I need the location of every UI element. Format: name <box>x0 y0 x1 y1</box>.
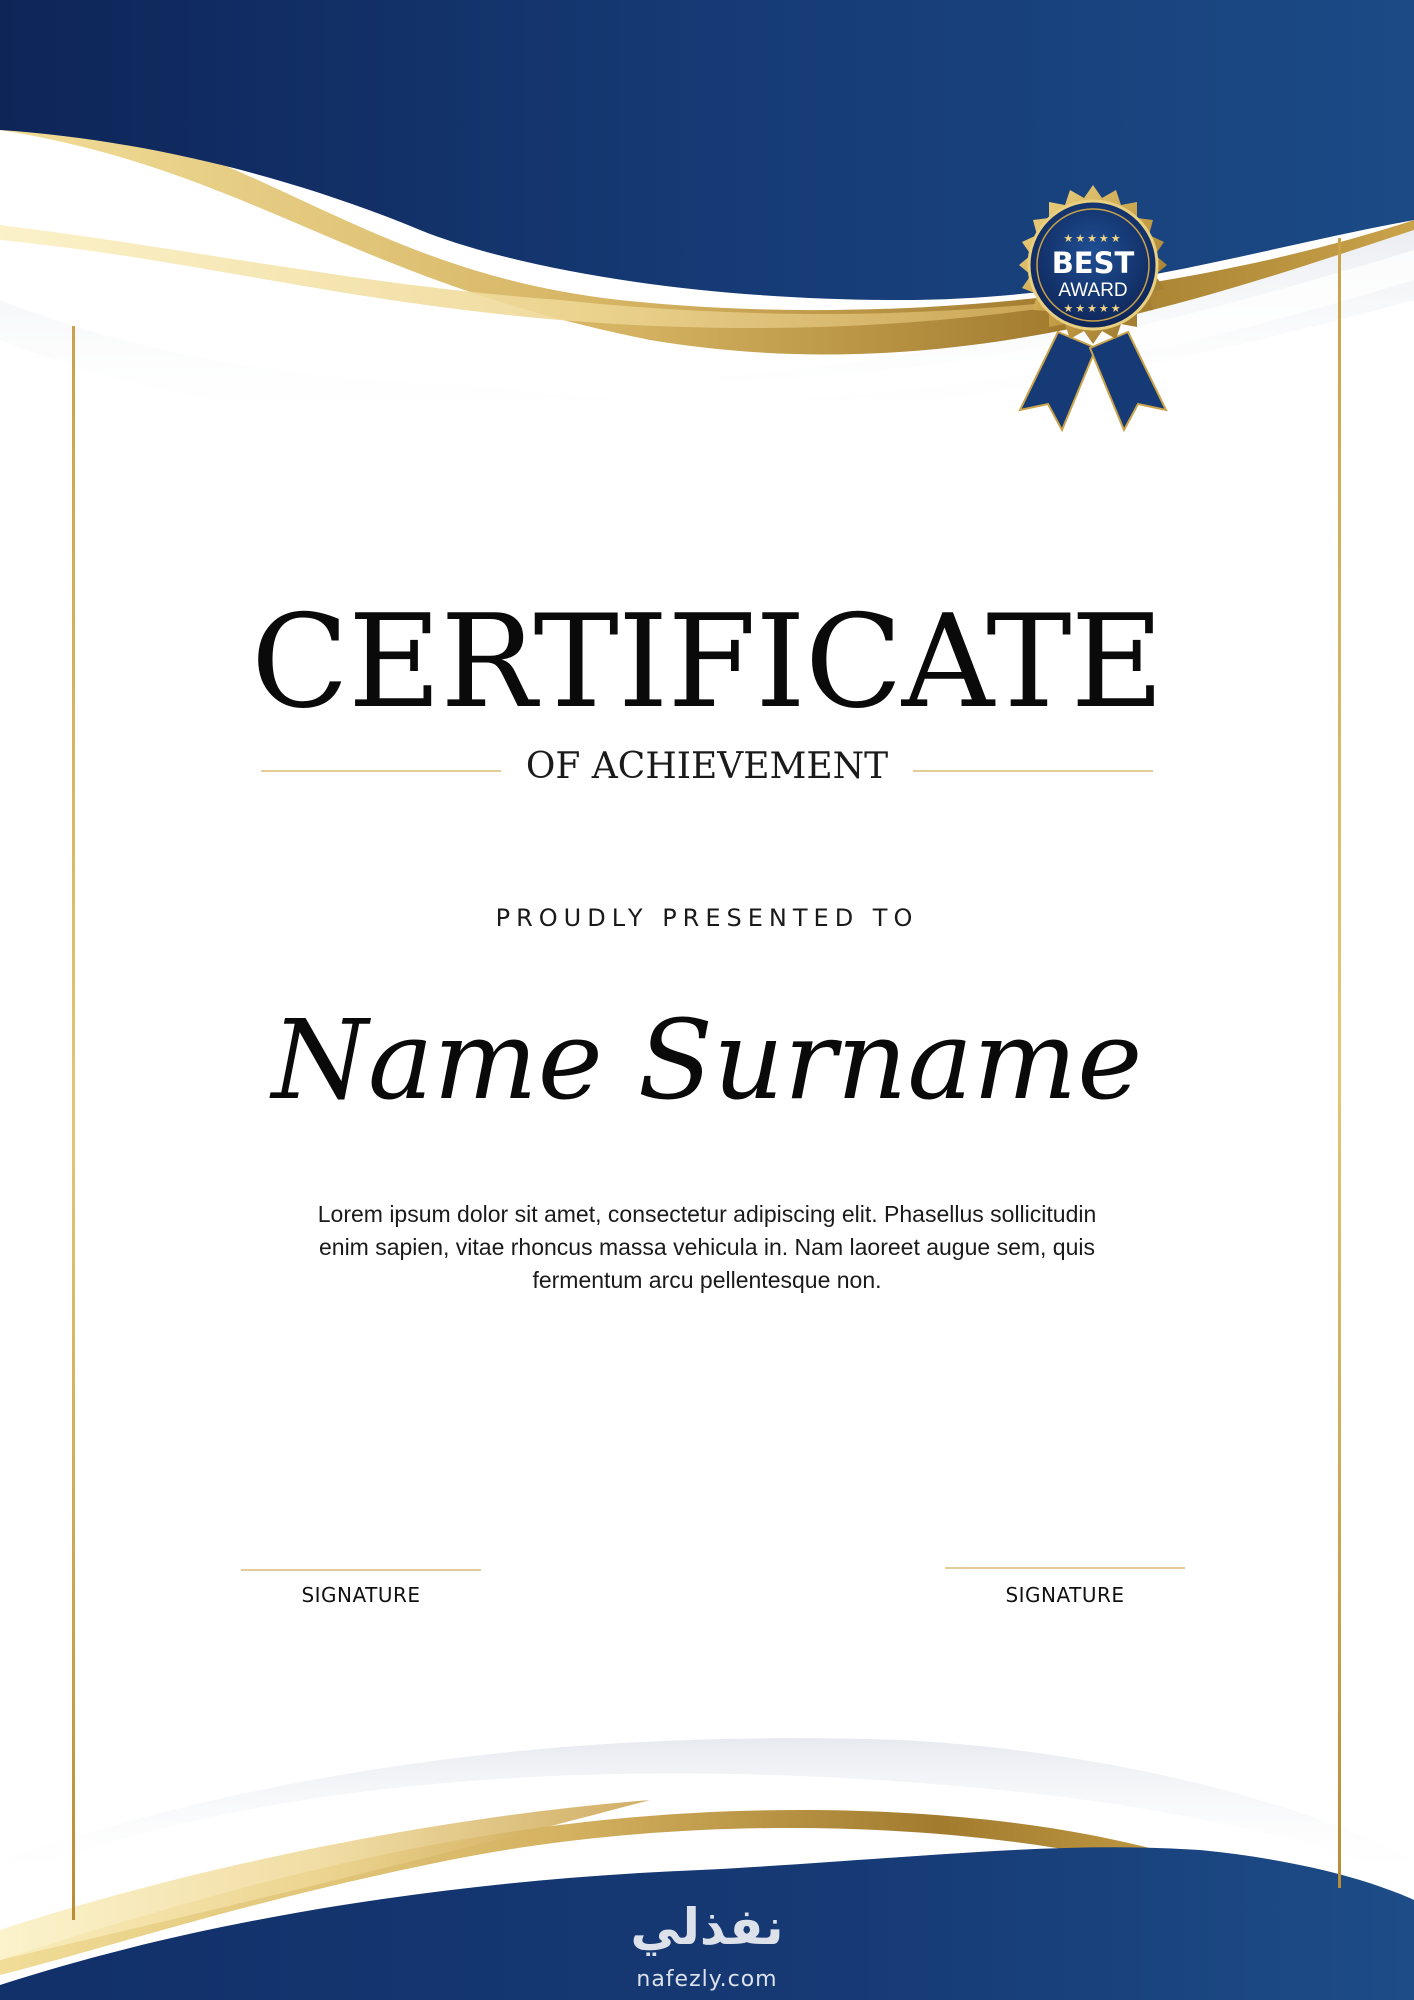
signature-line-right <box>945 1567 1185 1569</box>
certificate-subtitle: OF ACHIEVEMENT <box>525 746 889 787</box>
subtitle-row <box>0 742 1414 792</box>
signature-line-left <box>241 1569 481 1571</box>
presented-to-label: PROUDLY PRESENTED TO <box>495 904 919 932</box>
badge-line2: AWARD <box>1058 280 1128 301</box>
certificate-description: Lorem ipsum dolor sit amet, consectetur adipiscing elit. Phasellus sollicitudin enim sapien, vitae rhoncus massa vehicula in. Nam laoreet augue sem, quis fermentum arcu pellentesque non. <box>317 1201 1097 1293</box>
badge-line1: BEST <box>1051 246 1135 280</box>
watermark-domain: nafezly.com <box>636 1967 778 1992</box>
certificate-title: CERTIFICATE <box>251 588 1163 737</box>
badge-stars-top: ★★★★★ <box>1063 232 1123 245</box>
signature-label-right: SIGNATURE <box>1005 1583 1125 1607</box>
signature-label-left: SIGNATURE <box>301 1583 421 1607</box>
award-badge <box>988 182 1198 432</box>
watermark-logo-arabic: نفذلي <box>630 1898 784 1956</box>
subtitle-line-right <box>913 770 1153 772</box>
badge-stars-bottom: ★★★★★ <box>1063 302 1123 315</box>
recipient-name: Name Surname <box>271 996 1143 1124</box>
